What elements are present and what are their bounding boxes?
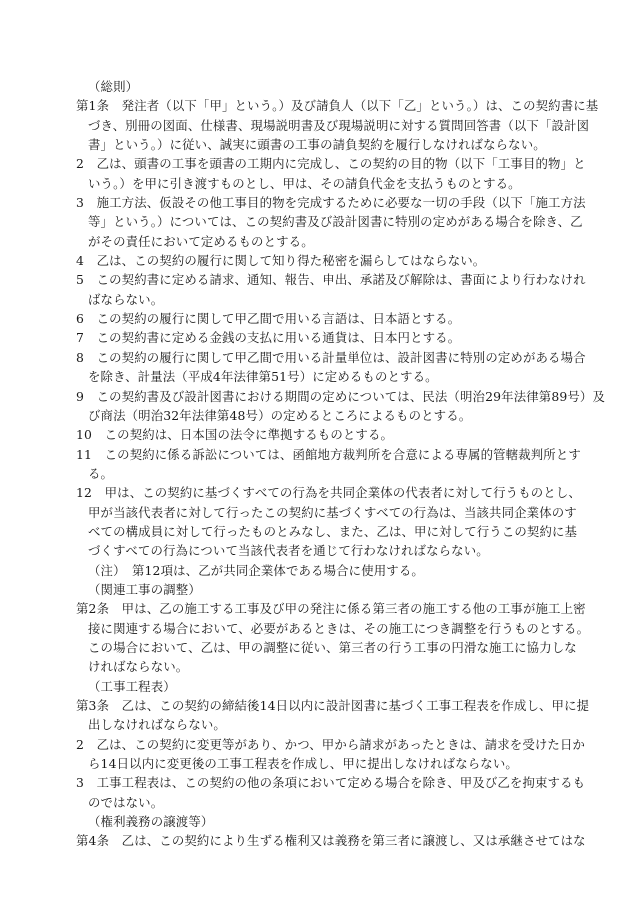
- clause-line: 第3条 乙は、この契約の締結後14日以内に設計図書に基づく工事工程表を作成し、甲に提: [76, 698, 590, 713]
- clause-line: 5 この契約書に定める請求、通知、報告、申出、承諾及び解除は、書面により行わなけれ: [76, 272, 586, 288]
- clause-line: 8 この契約の履行に関して甲乙間で用いる計量単位は、設計図書に特別の定めがある場合: [76, 349, 586, 365]
- clause-continuation: この場合において、乙は、甲の調整に従い、第三者の行う工事の円滑な施工に協力しな: [88, 639, 577, 655]
- clause-line: 第2条 甲は、乙の施工する工事及び甲の発注に係る第三者の施工する他の工事が施工上密: [76, 601, 586, 617]
- clause-line: 9 この契約書及び設計図書における期間の定めについては、民法（明治29年法律第89号）及: [76, 388, 606, 404]
- clause-continuation: る。: [88, 465, 114, 481]
- clause-line: 4 乙は、この契約の履行に関して知り得た秘密を漏らしてはならない。: [76, 253, 486, 269]
- clause-continuation: 甲が当該代表者に対して行ったこの契約に基づくすべての行為は、当該共同企業体のす: [88, 504, 577, 520]
- clause-continuation: ばならない。: [88, 291, 164, 307]
- clause-continuation: 接に関連する場合において、必要があるときは、その施工につき調整を行うものとする。: [88, 620, 590, 636]
- clause-line: 10 この契約は、日本国の法令に準拠するものとする。: [76, 427, 394, 443]
- clause-line: 第4条 乙は、この契約により生ずる権利又は義務を第三者に譲渡し、又は承継させてはな: [76, 833, 586, 849]
- clause-continuation: づくすべての行為について当該代表者を通じて行わなければならない。: [88, 543, 489, 559]
- clause-line: 7 この契約書に定める金銭の支払に用いる通貨は、日本円とする。: [76, 330, 461, 346]
- clause-continuation: び商法（明治32年法律第48号）の定めるところによるものとする。: [88, 407, 472, 423]
- contract-text: [76, 77, 606, 851]
- clause-continuation: を除き、計量法（平成4年法律第51号）に定めるものとする。: [88, 369, 438, 385]
- clause-line: 2 乙は、この契約に変更等があり、かつ、甲から請求があったときは、請求を受けた日か: [76, 736, 586, 752]
- clause-continuation: ければならない。: [88, 659, 189, 675]
- clause-line: 3 施工方法、仮設その他工事目的物を完成するために必要な一切の手段（以下「施工方法: [76, 195, 586, 211]
- section-heading: （総則）: [88, 79, 139, 94]
- clause-continuation: べての構成員に対して行ったものとみなし、また、乙は、甲に対して行うこの契約に基: [88, 523, 578, 539]
- clause-line: 第1条 発注者（以下「甲」という。）及び請負人（以下「乙」という。）は、この契約書に基: [76, 98, 599, 114]
- clause-continuation: 書」という。）に従い、誠実に頭書の工事の請負契約を履行しなければならない。: [88, 137, 546, 153]
- clause-continuation: ら14日以内に変更後の工事工程表を作成し、甲に提出しなければならない。: [88, 756, 518, 772]
- clause-line: 6 この契約の履行に関して甲乙間で用いる言語は、日本語とする。: [76, 311, 461, 327]
- clause-line: 2 乙は、頭書の工事を頭書の工期内に完成し、この契約の目的物（以下「工事目的物」と: [76, 156, 586, 172]
- clause-continuation: のではない。: [88, 794, 164, 810]
- clause-line: 11 この契約に係る訴訟については、函館地方裁判所を合意による専属的管轄裁判所とす: [76, 446, 581, 462]
- clause-continuation: 出しなければならない。: [88, 717, 226, 733]
- clause-line: 12 甲は、この契約に基づくすべての行為を共同企業体の代表者に対して行うものとし、: [76, 485, 581, 501]
- clause-continuation: づき、別冊の図面、仕様書、現場説明書及び現場説明に対する質問回答書（以下「設計図: [88, 117, 590, 133]
- clause-continuation: 等」という。）については、この契約書及び設計図書に特別の定めがある場合を除き、乙: [88, 214, 583, 230]
- note-line: （注） 第12項は、乙が共同企業体である場合に使用する。: [88, 562, 424, 578]
- section-heading: （権利義務の譲渡等）: [88, 814, 214, 830]
- clause-continuation: いう。）を甲に引き渡すものとし、甲は、その請負代金を支払うものとする。: [88, 175, 521, 191]
- clause-continuation: がその責任において定めるものとする。: [88, 233, 314, 249]
- section-heading: （関連工事の調整）: [88, 581, 201, 597]
- section-heading: （工事工程表）: [88, 678, 176, 694]
- clause-line: 3 工事工程表は、この契約の他の条項において定める場合を除き、甲及び乙を拘束するも: [76, 775, 586, 791]
